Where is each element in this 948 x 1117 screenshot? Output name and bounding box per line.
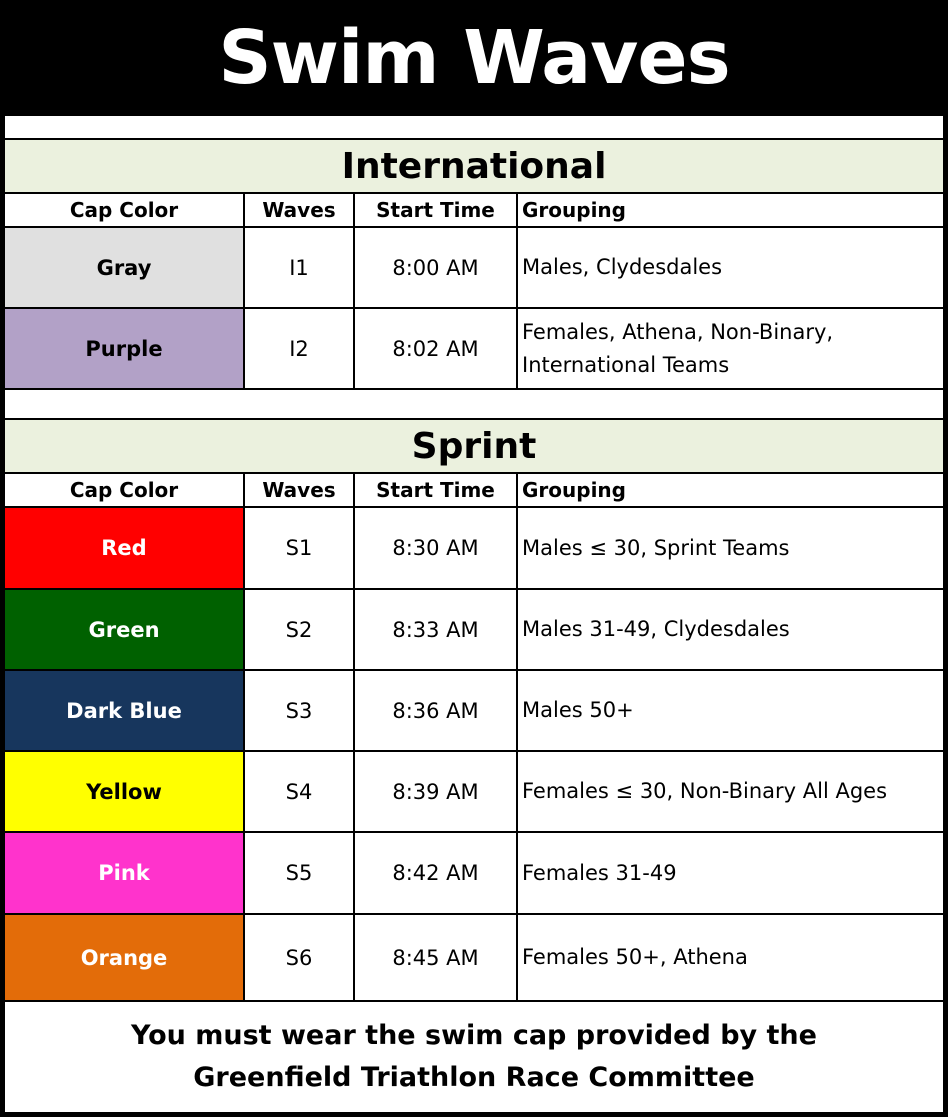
table-header-row: [5, 474, 943, 508]
start-time-cell: 8:02 AM: [355, 309, 518, 390]
waves-table: [5, 116, 943, 1112]
start-time-cell: 8:36 AM: [355, 671, 518, 752]
cap-color-cell: Yellow: [5, 752, 245, 833]
table-row: [5, 309, 943, 390]
column-header-waves: Waves: [245, 194, 355, 228]
start-time-cell: 8:00 AM: [355, 228, 518, 309]
cap-color-cell: Pink: [5, 833, 245, 915]
cap-color-cell: Dark Blue: [5, 671, 245, 752]
grouping-cell: Females, Athena, Non-Binary, International Teams: [518, 309, 943, 390]
wave-cell: S6: [245, 915, 355, 1002]
table-row: [5, 228, 943, 309]
cap-color-cell: Orange: [5, 915, 245, 1002]
table-row: [5, 915, 943, 1002]
start-time-cell: 8:30 AM: [355, 508, 518, 590]
grouping-cell: Males 50+: [518, 671, 943, 752]
column-header-cap-color: Cap Color: [5, 194, 245, 228]
table-header-row: [5, 194, 943, 228]
column-header-cap-color: Cap Color: [5, 474, 245, 508]
swim-cap-notice: [5, 1002, 943, 1112]
wave-cell: S5: [245, 833, 355, 915]
table-row: [5, 508, 943, 590]
wave-cell: S3: [245, 671, 355, 752]
wave-cell: S2: [245, 590, 355, 671]
start-time-cell: 8:33 AM: [355, 590, 518, 671]
start-time-cell: 8:42 AM: [355, 833, 518, 915]
wave-cell: S1: [245, 508, 355, 590]
start-time-cell: 8:45 AM: [355, 915, 518, 1002]
spacer: [5, 116, 943, 138]
spacer: [5, 390, 943, 418]
grouping-cell: Females 31-49: [518, 833, 943, 915]
table-row: [5, 671, 943, 752]
cap-color-cell: Purple: [5, 309, 245, 390]
grouping-cell: Males 31-49, Clydesdales: [518, 590, 943, 671]
notice-line: You must wear the swim cap provided by the: [131, 1020, 817, 1051]
column-header-start-time: Start Time: [355, 194, 518, 228]
notice-line: Greenfield Triathlon Race Committee: [193, 1062, 755, 1093]
start-time-cell: 8:39 AM: [355, 752, 518, 833]
table-row: [5, 752, 943, 833]
grouping-cell: Females ≤ 30, Non-Binary All Ages: [518, 752, 943, 833]
wave-cell: I2: [245, 309, 355, 390]
section-title-sprint: Sprint: [5, 418, 943, 474]
column-header-start-time: Start Time: [355, 474, 518, 508]
column-header-grouping: Grouping: [518, 194, 943, 228]
cap-color-cell: Red: [5, 508, 245, 590]
column-header-grouping: Grouping: [518, 474, 943, 508]
section-title-international: International: [5, 138, 943, 194]
column-header-waves: Waves: [245, 474, 355, 508]
table-row: [5, 833, 943, 915]
wave-cell: I1: [245, 228, 355, 309]
page-title: Swim Waves: [218, 15, 730, 101]
wave-cell: S4: [245, 752, 355, 833]
cap-color-cell: Green: [5, 590, 245, 671]
grouping-cell: Males, Clydesdales: [518, 228, 943, 309]
cap-color-cell: Gray: [5, 228, 245, 309]
grouping-cell: Females 50+, Athena: [518, 915, 943, 1002]
grouping-cell: Males ≤ 30, Sprint Teams: [518, 508, 943, 590]
table-row: [5, 590, 943, 671]
